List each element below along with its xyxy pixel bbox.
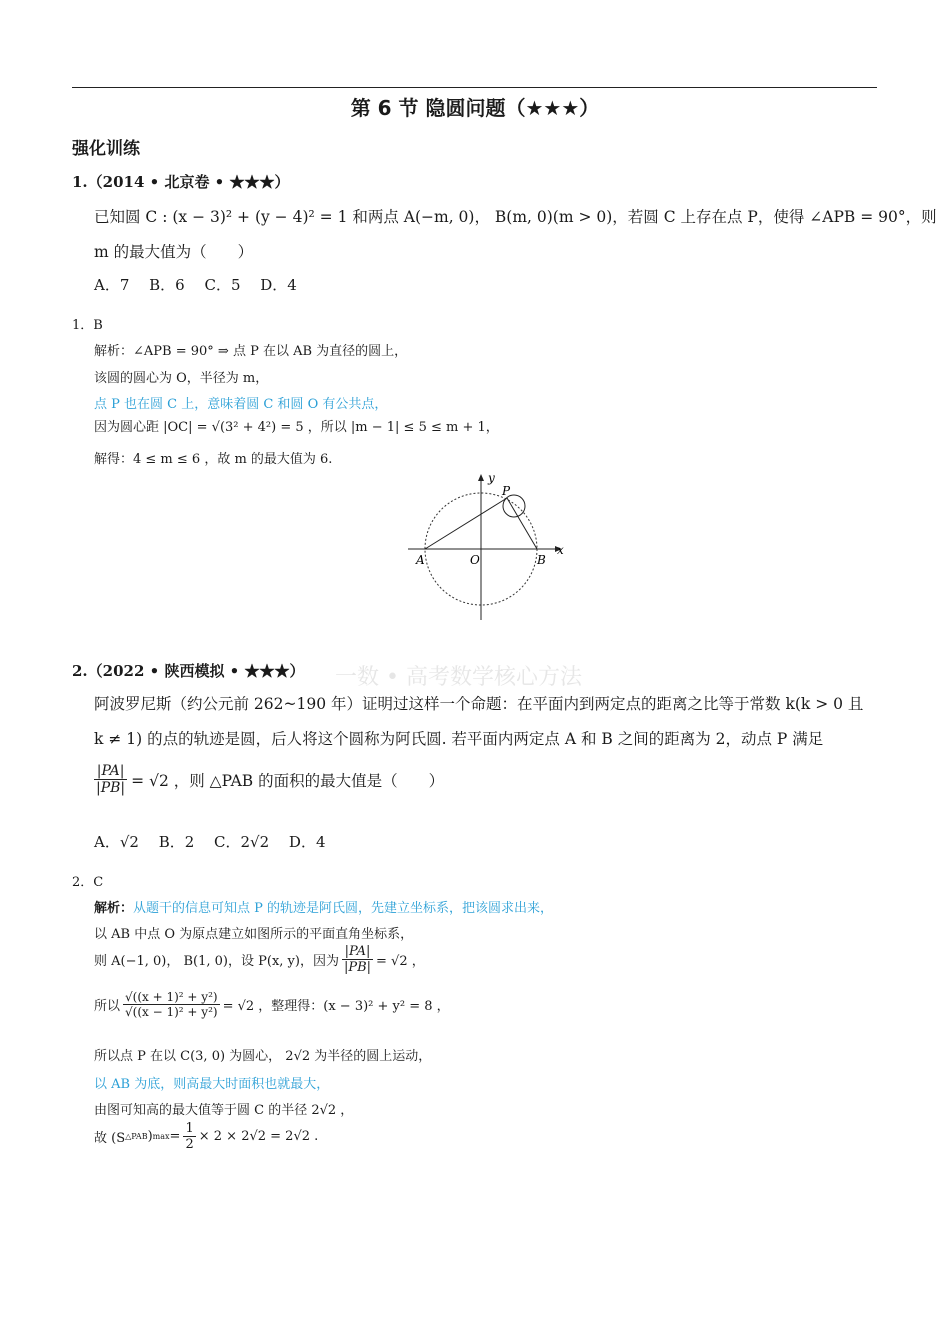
q2-sol4-fraction bbox=[123, 990, 220, 1019]
q2-sol8-mid: ) bbox=[147, 1129, 153, 1144]
q2-ratio-fraction bbox=[94, 763, 127, 796]
q2-solution-hint: 从题干的信息可知点 P 的轨迹是阿氏圆，先建立坐标系，把该圆求出来， bbox=[133, 901, 554, 916]
q2-solution-line3 bbox=[94, 944, 425, 975]
q2-sol8-post: × 2 × 2√2 = 2√2 . bbox=[198, 1129, 319, 1144]
q2-heading: 2.（2022 • 陕西模拟 • ★★★） bbox=[72, 662, 305, 680]
q2-solution-line5: 所以点 P 在以 C(3, 0) 为圆心， 2√2 为半径的圆上运动， bbox=[94, 1049, 432, 1064]
q2-sol3-fraction bbox=[342, 944, 373, 975]
q2-solution-line6: 以 AB 为底，则高最大时面积也就最大， bbox=[94, 1077, 330, 1092]
q2-sol8-sub: △PAB bbox=[125, 1132, 148, 1141]
q2-sol4-denominator: √((x − 1)² + y²) bbox=[125, 1005, 218, 1019]
label-x: x bbox=[557, 543, 564, 557]
q2-solution-line7: 由图可知高的最大值等于圆 C 的半径 2√2 ， bbox=[94, 1103, 354, 1118]
label-o: O bbox=[470, 553, 480, 567]
q1-choices: A．7 B．6 C．5 D．4 bbox=[94, 276, 297, 294]
q2-sol3-denominator: |PB| bbox=[343, 960, 372, 975]
y-axis-arrow bbox=[478, 474, 484, 481]
q2-ratio-denominator: |PB| bbox=[96, 780, 126, 796]
q1-heading: 1.（2014 • 北京卷 • ★★★） bbox=[72, 173, 290, 191]
q2-sol4-pre: 所以 bbox=[94, 999, 121, 1014]
q2-sol4-post: = √2 ，整理得：(x − 3)² + y² = 8 ， bbox=[222, 999, 450, 1014]
q2-sol3-numerator: |PA| bbox=[344, 944, 371, 959]
q2-sol8-fraction bbox=[183, 1121, 195, 1152]
q1-solution-line4: 因为圆心距 |OC| = √(3² + 4²) = 5 ，所以 |m − 1| ≤ 5 ≤ m + 1， bbox=[94, 420, 499, 435]
q2-sol8-sub2: max bbox=[152, 1132, 170, 1141]
q1-stem-line1: 已知圆 C : (x − 3)² + (y − 4)² = 1 和两点 A(−m, 0)， B(m, 0)(m > 0)，若圆 C 上存在点 P，使得 ∠APB = 90°，则 bbox=[94, 208, 937, 226]
q1-figure bbox=[400, 468, 580, 626]
label-p: P bbox=[502, 484, 511, 498]
q1-solution-line2: 该圆的圆心为 O，半径为 m， bbox=[94, 371, 269, 386]
page-title: 第 6 节 隐圆问题（★★★） bbox=[350, 96, 600, 120]
q2-solution-line4 bbox=[94, 990, 450, 1019]
q2-sol8-denominator: 2 bbox=[185, 1137, 194, 1152]
q2-sol3-post: = √2 ， bbox=[376, 954, 425, 969]
q2-sol3-pre: 则 A(−1, 0)， B(1, 0)，设 P(x, y)，因为 bbox=[94, 954, 339, 969]
q2-solution-line1 bbox=[94, 897, 553, 916]
q2-stem-line3 bbox=[94, 763, 444, 796]
q1-answer: 1．B bbox=[72, 318, 103, 333]
segment-pb bbox=[507, 498, 537, 549]
q2-choices: A．√2 B．2 C．2√2 D．4 bbox=[94, 833, 326, 851]
q2-solution-line2: 以 AB 中点 O 为原点建立如图所示的平面直角坐标系， bbox=[94, 927, 414, 942]
q1-solution-line1: 解析：∠APB = 90° ⇒ 点 P 在以 AB 为直径的圆上， bbox=[94, 344, 408, 359]
q1-solution-line3: 点 P 也在圆 C 上，意味着圆 C 和圆 O 有公共点， bbox=[94, 397, 388, 412]
q2-sol8-pre: 故 (S bbox=[94, 1131, 126, 1146]
label-a: A bbox=[416, 553, 425, 567]
q2-sol4-numerator: √((x + 1)² + y²) bbox=[125, 990, 218, 1004]
label-b: B bbox=[537, 553, 546, 567]
q1-stem-line2: m 的最大值为（ ） bbox=[94, 243, 254, 261]
q2-ratio-numerator: |PA| bbox=[96, 763, 125, 779]
q2-stem-line3-rest: = √2 ，则 △PAB 的面积的最大值是（ ） bbox=[131, 771, 445, 790]
label-y: y bbox=[488, 471, 495, 485]
q2-solution-label: 解析： bbox=[94, 901, 134, 916]
q2-solution-line8 bbox=[94, 1121, 318, 1152]
watermark: 一数 • 高考数学核心方法 bbox=[335, 665, 582, 690]
section-title: 强化训练 bbox=[72, 139, 140, 159]
q2-answer: 2．C bbox=[72, 875, 104, 890]
q2-sol8-eq: = bbox=[169, 1129, 181, 1144]
q2-stem-line2: k ≠ 1) 的点的轨迹是圆，后人将这个圆称为阿氏圆. 若平面内两定点 A 和 B 之间的距离为 2，动点 P 满足 bbox=[94, 730, 824, 748]
q2-stem-line1: 阿波罗尼斯（约公元前 262~190 年）证明过这样一个命题：在平面内到两定点的距离之比等于常数 k(k > 0 且 bbox=[94, 695, 864, 713]
q1-solution-line5: 解得：4 ≤ m ≤ 6 ，故 m 的最大值为 6. bbox=[94, 452, 333, 467]
header-rule bbox=[72, 87, 877, 88]
q2-sol8-numerator: 1 bbox=[185, 1121, 194, 1136]
segment-ap bbox=[425, 498, 507, 549]
